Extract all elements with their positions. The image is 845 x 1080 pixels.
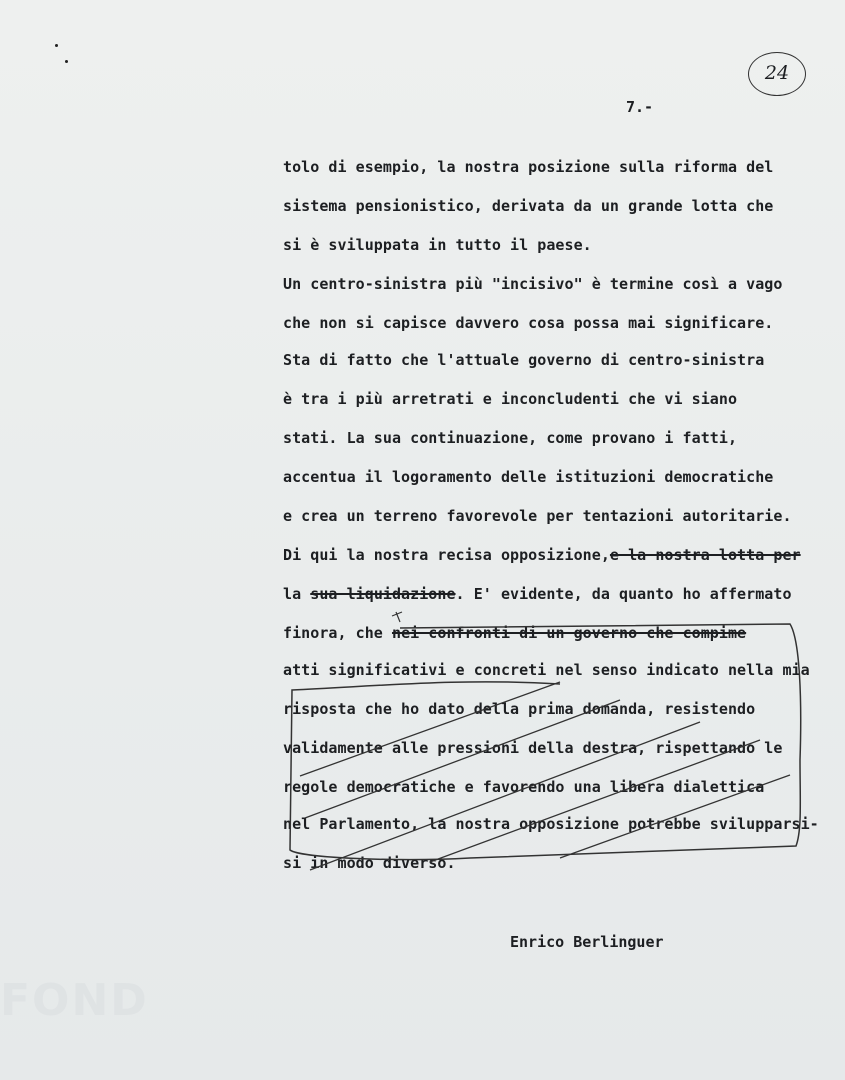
boxed-line: atti significativi e concreti nel senso indicato nella mia [283,661,810,679]
insertion-mark [392,612,402,622]
body-line: si è sviluppata in tutto il paese. [283,236,592,254]
diagonal-strike [430,740,760,862]
body-line: Un centro-sinistra più "incisivo" è termine così a vago [283,275,783,293]
boxed-line: regole democratiche e favorendo una libera dialettica [283,778,765,796]
body-line: stati. La sua continuazione, come provano i fatti, [283,429,738,447]
body-line: e crea un terreno favorevole per tentazioni autoritarie. [283,507,792,525]
page-number: 7.- [626,98,654,116]
body-line: Sta di fatto che l'attuale governo di centro-sinistra [283,351,765,369]
kept-text: . E' evidente, da quanto ho affermato [455,585,792,603]
archive-page-stamp: 24 [748,52,806,96]
signature-name: Enrico Berlinguer [510,933,664,951]
struck-text: nei confronti di un governo che compime [391,624,747,642]
body-line: tolo di esempio, la nostra posizione sulla riforma del [283,158,774,176]
boxed-line: validamente alle pressioni della destra, rispettando le [283,739,783,757]
kept-text: finora, che [283,624,392,642]
boxed-line: nel Parlamento, la nostra opposizione potrebbe svilupparsi- [283,815,819,833]
struck-text: e la nostra lotta per [609,546,801,564]
body-line: accentua il logoramento delle istituzioni democratiche [283,468,774,486]
boxed-line: risposta che ho dato della prima domanda, resistendo [283,700,756,718]
archive-watermark: FOND [0,975,149,1026]
body-line: è tra i più arretrati e inconcludenti che vi siano [283,390,738,408]
deletion-box-outline [290,624,801,860]
kept-text: la [283,585,311,603]
diagonal-strike [560,775,790,858]
diagonal-strike [300,682,560,776]
kept-text: Di qui la nostra recisa opposizione, [283,546,610,564]
body-line: che non si capisce davvero cosa possa mai significare. [283,314,774,332]
diagonal-strike [310,722,700,870]
body-line: sistema pensionistico, derivata da un grande lotta che [283,197,774,215]
struck-text: sua liquidazione [310,585,456,603]
boxed-line: si in modo diverso. [283,854,456,872]
